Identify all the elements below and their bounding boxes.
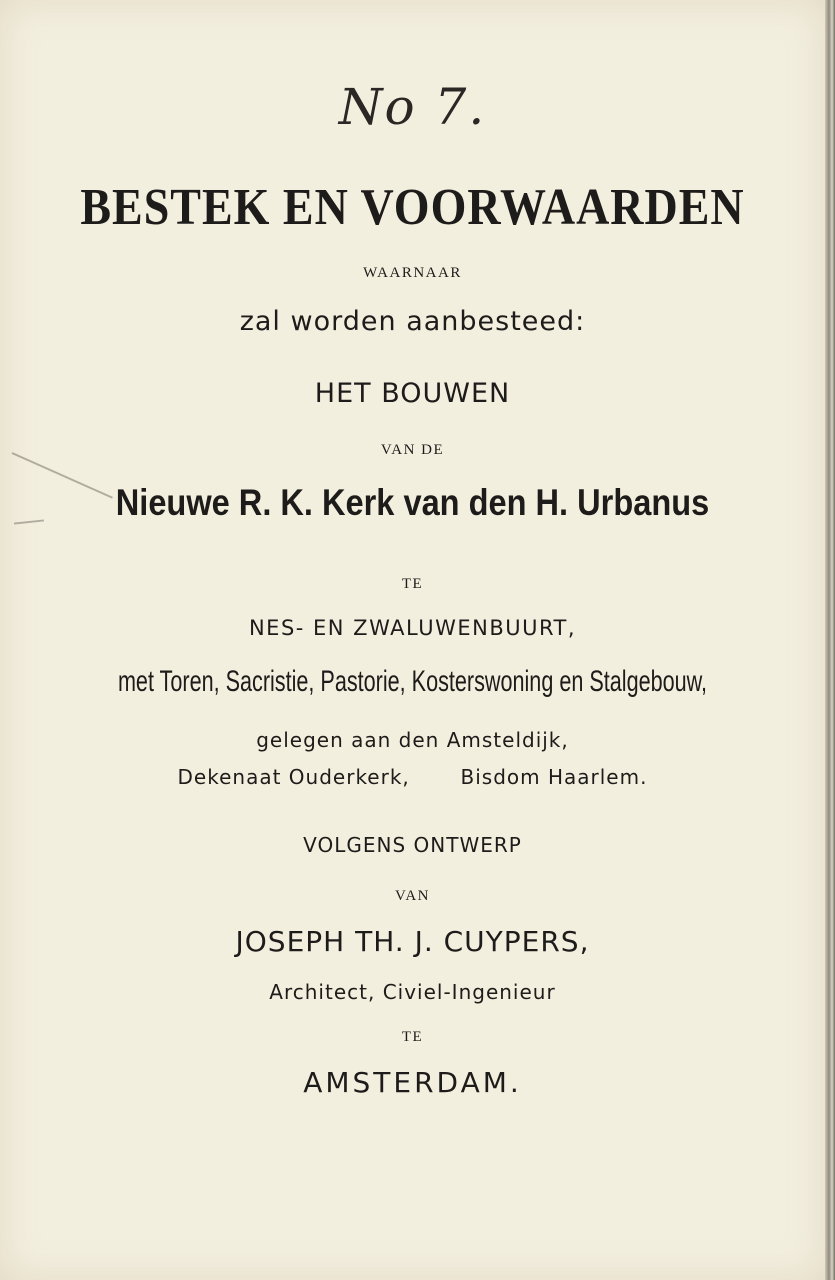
diocese-text: Bisdom Haarlem. xyxy=(460,765,648,789)
pencil-mark xyxy=(14,519,44,524)
location-line: NES- EN ZWALUWENBUURT, xyxy=(248,616,577,640)
deanery-diocese-line xyxy=(0,765,825,789)
subtitle: zal worden aanbesteed: xyxy=(239,306,586,337)
church-name: Nieuwe R. K. Kerk van den H. Urbanus xyxy=(115,482,710,523)
architect-name: JOSEPH TH. J. CUYPERS, xyxy=(235,925,590,958)
van-label: VAN xyxy=(394,888,431,904)
te-label-1: TE xyxy=(401,576,424,592)
het-bouwen-heading: HET BOUWEN xyxy=(314,378,511,409)
page-edge xyxy=(825,0,835,1280)
deanery-text: Dekenaat Ouderkerk, xyxy=(177,765,410,789)
architect-title: Architect, Civiel-Ingenieur xyxy=(269,980,556,1004)
document-title: BESTEK EN VOORWAARDEN xyxy=(80,177,745,236)
design-by-line: VOLGENS ONTWERP xyxy=(303,833,522,857)
buildings-line: met Toren, Sacristie, Pastorie, Kosterswoning en Stalgebouw, xyxy=(117,665,708,698)
city-name: AMSTERDAM. xyxy=(303,1066,522,1099)
te-label-2: TE xyxy=(401,1029,424,1045)
situated-line: gelegen aan den Amsteldijk, xyxy=(256,728,569,752)
van-de-label: VAN DE xyxy=(380,442,445,458)
handwritten-number: No 7. xyxy=(338,78,487,136)
waarnaar-label: WAARNAAR xyxy=(363,265,462,281)
